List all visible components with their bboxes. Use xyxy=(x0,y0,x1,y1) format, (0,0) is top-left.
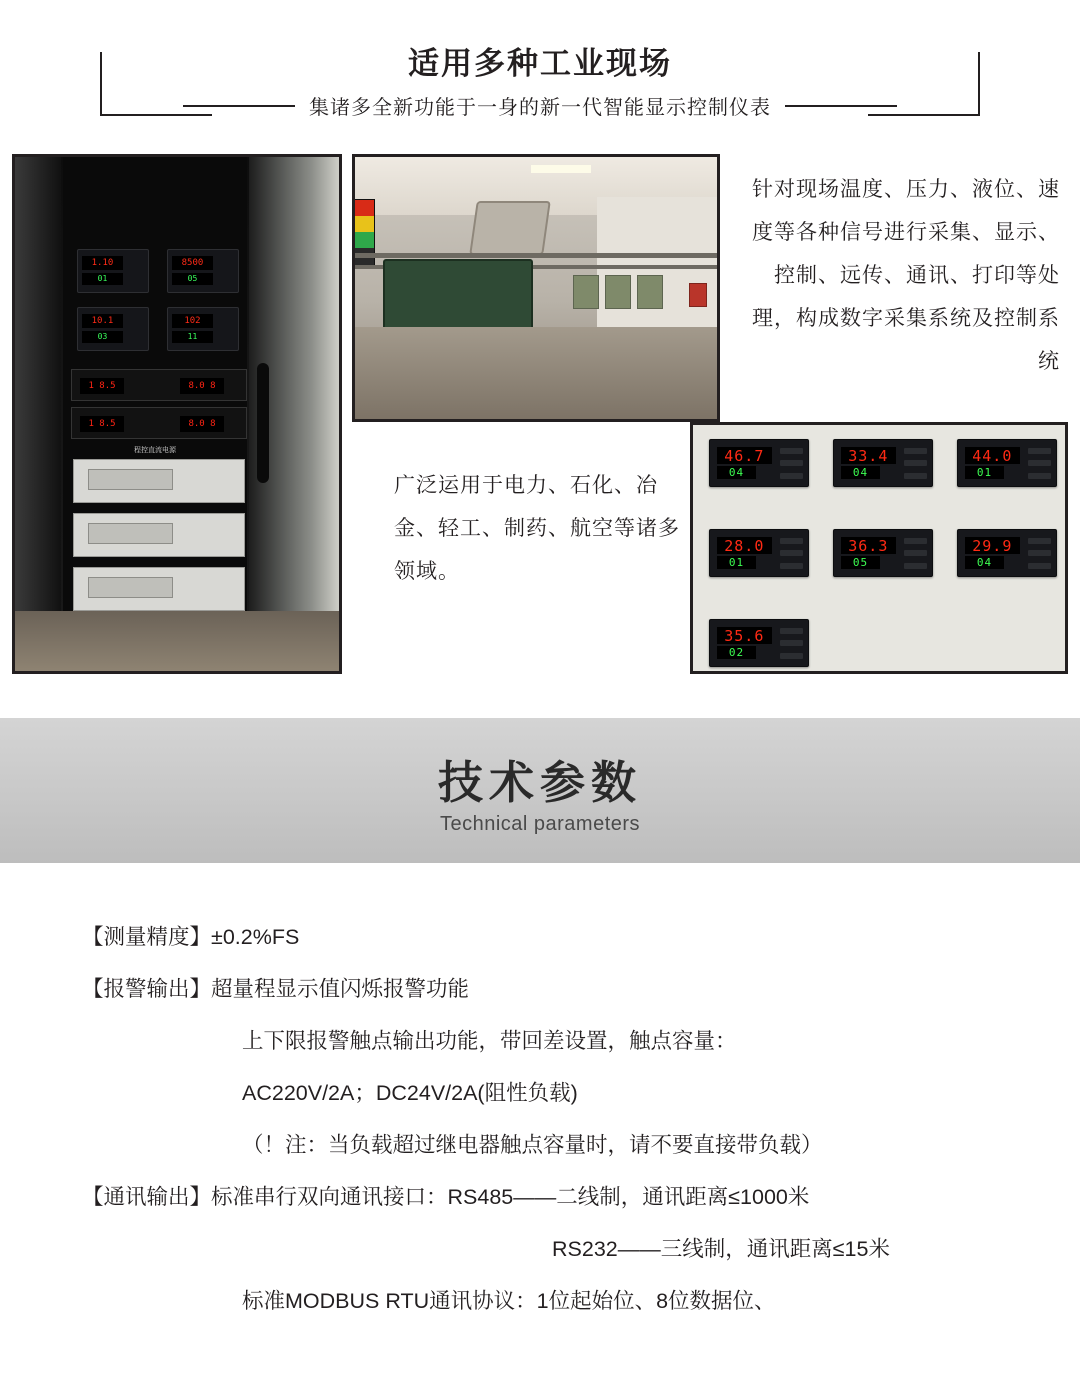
meter-red-display: 8500 xyxy=(172,256,213,270)
panel-meter xyxy=(833,529,933,577)
meter-green-display: 01 xyxy=(965,466,1004,479)
header-block xyxy=(0,0,1080,146)
panel-meter xyxy=(833,439,933,487)
photo-meter-panel xyxy=(690,422,1068,674)
meter-green-display: 05 xyxy=(172,273,213,285)
cabinet-floor xyxy=(15,611,339,671)
meter-red-display: 10.1 xyxy=(82,314,123,328)
panel-meter xyxy=(709,619,809,667)
rule-right xyxy=(785,105,897,107)
meter-green-display: 03 xyxy=(82,331,123,343)
meter-buttons xyxy=(1028,448,1052,478)
plant-pipe xyxy=(355,253,720,258)
meter-red-display: 33.4 xyxy=(841,447,896,464)
spec-continuation: 上下限报警触点输出功能，带回差设置，触点容量： xyxy=(242,1029,737,1053)
meter-red-display: 1.10 xyxy=(82,256,123,270)
meter-buttons xyxy=(904,448,928,478)
spec-continuation: RS232——三线制，通讯距离≤15米 xyxy=(552,1237,890,1261)
meter-green-display: 04 xyxy=(717,466,756,479)
section-banner-technical-parameters xyxy=(0,718,1080,863)
spec-continuation: AC220V/2A；DC24V/2A(阻性负载) xyxy=(242,1081,578,1105)
meter-buttons xyxy=(1028,538,1052,568)
cabinet-body xyxy=(63,157,247,671)
meter-red-display: 29.9 xyxy=(965,537,1020,554)
page-title: 适用多种工业现场 xyxy=(408,46,672,81)
cabinet-rack-unit xyxy=(71,407,247,439)
spec-label: 【报警输出】 xyxy=(82,977,212,1001)
panel-meter xyxy=(957,439,1057,487)
meter-green-display: 04 xyxy=(841,466,880,479)
meter-buttons xyxy=(780,538,804,568)
plant-junction-box xyxy=(637,275,663,309)
page-subtitle: 集诸多全新功能于一身的新一代智能显示控制仪表 xyxy=(309,97,771,119)
spec-continuation: （！注：当负载超过继电器触点容量时，请不要直接带负载） xyxy=(242,1133,823,1157)
spec-label: 【通讯输出】 xyxy=(82,1185,212,1209)
plant-ceiling-light xyxy=(531,165,591,173)
meter-red-display: 46.7 xyxy=(717,447,772,464)
meter-green-display: 01 xyxy=(82,273,123,285)
cabinet-meter xyxy=(167,307,239,351)
spec-label: 【测量精度】 xyxy=(82,925,212,949)
cabinet-power-supply xyxy=(73,567,245,611)
rack-display: 8.0 8 xyxy=(180,378,224,394)
meter-buttons xyxy=(904,538,928,568)
cabinet-meter xyxy=(167,249,239,293)
spec-row xyxy=(0,1171,1080,1223)
meter-buttons xyxy=(780,448,804,478)
photo-control-cabinet xyxy=(12,154,342,674)
photo-plant-room xyxy=(352,154,720,422)
specs-list xyxy=(0,863,1080,1353)
spec-value: ±0.2%FS xyxy=(211,925,300,949)
cabinet-power-supply xyxy=(73,459,245,503)
plant-machine xyxy=(383,259,533,333)
meter-red-display: 35.6 xyxy=(717,627,772,644)
spec-value: 标准串行双向通讯接口：RS485——二线制，通讯距离≤1000米 xyxy=(211,1185,810,1209)
section-title-cn: 技术参数 xyxy=(437,756,642,808)
spec-row xyxy=(0,963,1080,1015)
photo-collage xyxy=(0,146,1080,706)
cabinet-rack-unit xyxy=(71,369,247,401)
meter-red-display: 36.3 xyxy=(841,537,896,554)
meter-green-display: 11 xyxy=(172,331,213,343)
spec-continuation: 标准MODBUS RTU通讯协议：1位起始位、8位数据位、 xyxy=(242,1289,776,1313)
spec-row xyxy=(0,911,1080,963)
cabinet-right-door xyxy=(249,157,339,671)
right-description-paragraph: 针对现场温度、压力、液位、速度等各种信号进行采集、显示、控制、远传、通讯、打印等处理，构成数字采集系统及控制系统 xyxy=(752,178,1060,373)
spec-value: 超量程显示值闪烁报警功能 xyxy=(211,977,470,1001)
meter-green-display: 02 xyxy=(717,646,756,659)
subtitle-row xyxy=(100,91,980,120)
rule-left xyxy=(183,105,295,107)
meter-red-display: 102 xyxy=(172,314,213,328)
cabinet-left-door xyxy=(15,157,61,671)
plant-duct xyxy=(469,201,551,255)
section-title-en: Technical parameters xyxy=(439,812,641,835)
rack-display: 8.0 8 xyxy=(180,416,224,432)
meter-red-display: 44.0 xyxy=(965,447,1020,464)
cabinet-meter xyxy=(77,307,149,351)
rack-display: 1 8.5 xyxy=(80,416,124,432)
rack-label: 程控直流电源 xyxy=(134,447,176,454)
meter-green-display: 04 xyxy=(965,556,1004,569)
middle-description-paragraph: 广泛运用于电力、石化、冶金、轻工、制药、航空等诸多领域。 xyxy=(394,474,680,583)
cabinet-power-supply xyxy=(73,513,245,557)
meter-red-display: 28.0 xyxy=(717,537,772,554)
panel-meter xyxy=(709,529,809,577)
panel-meter xyxy=(709,439,809,487)
cabinet-meter xyxy=(77,249,149,293)
plant-junction-box xyxy=(573,275,599,309)
title-frame xyxy=(100,26,980,136)
plant-fire-box xyxy=(689,283,707,307)
meter-green-display: 05 xyxy=(841,556,880,569)
panel-meter xyxy=(957,529,1057,577)
meter-buttons xyxy=(780,628,804,658)
rack-display: 1 8.5 xyxy=(80,378,124,394)
meter-green-display: 01 xyxy=(717,556,756,569)
plant-junction-box xyxy=(605,275,631,309)
plant-floor xyxy=(355,327,717,419)
